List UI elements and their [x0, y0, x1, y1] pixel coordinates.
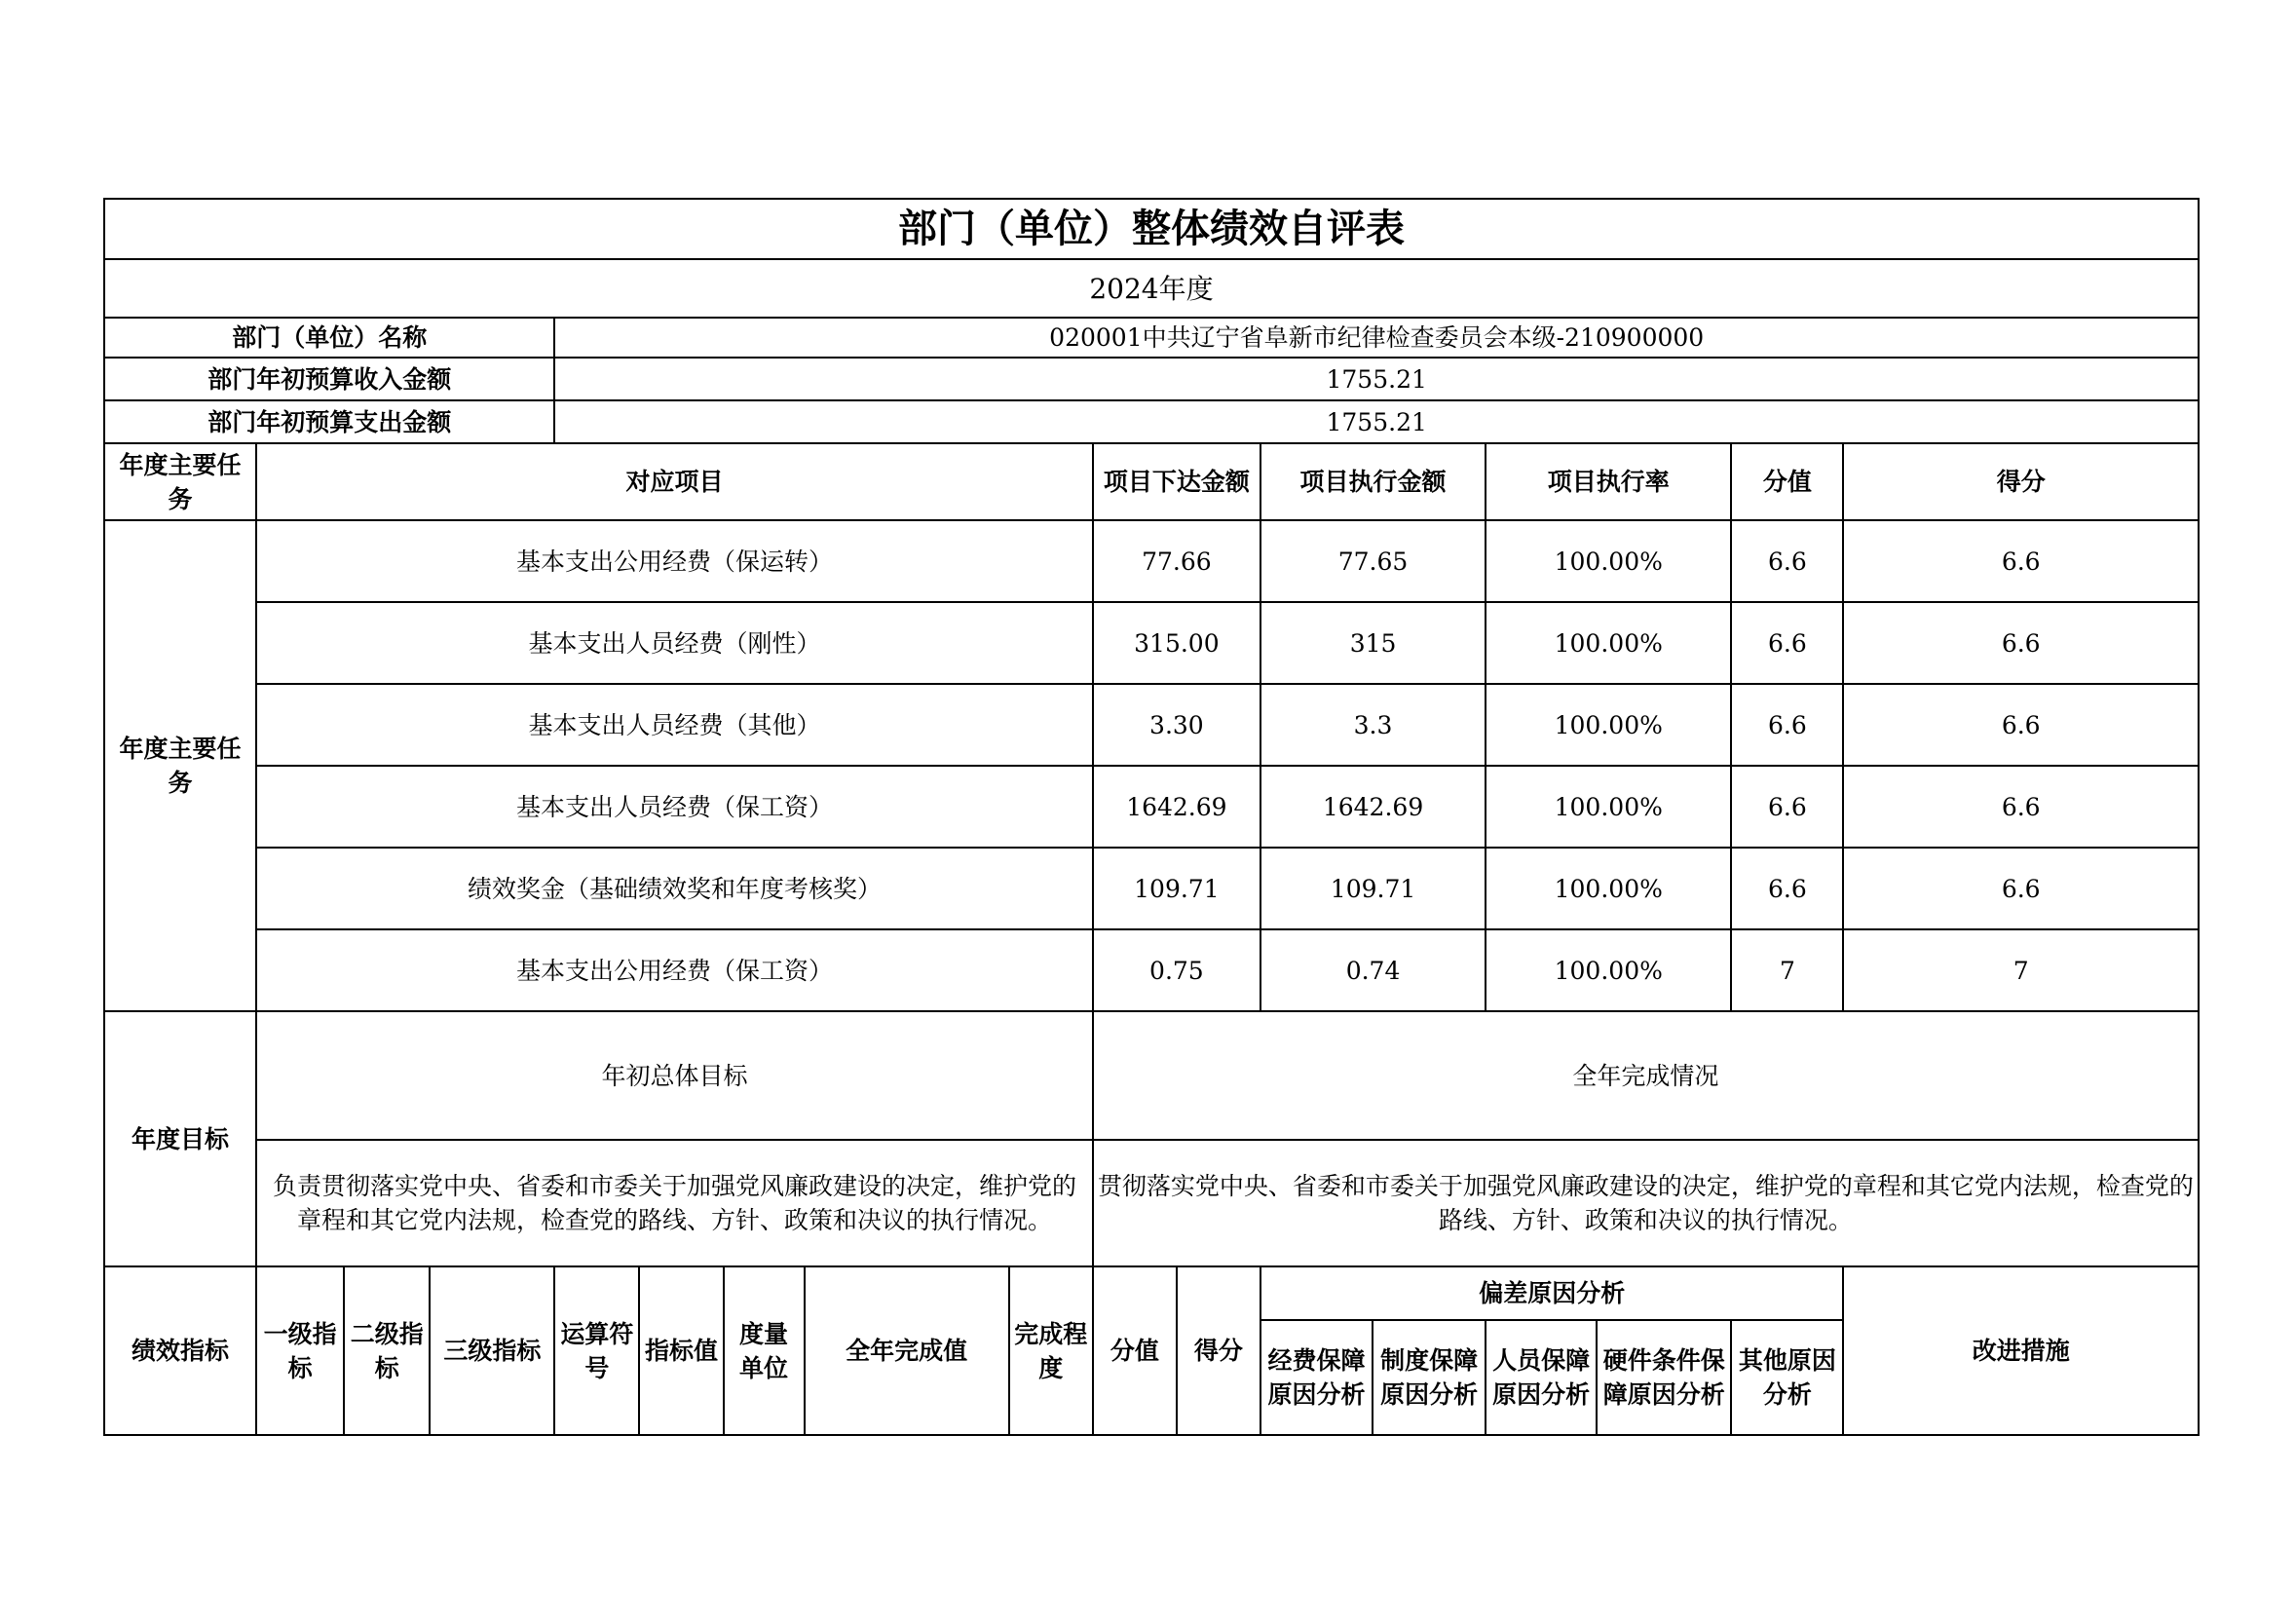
score-value: 7	[1731, 929, 1843, 1011]
execution-rate: 100.00%	[1486, 602, 1731, 684]
table-row	[104, 766, 2199, 848]
execution-rate: 100.00%	[1486, 766, 1731, 848]
deviation-analysis-header: 偏差原因分析	[1260, 1266, 1843, 1320]
issued-amount: 315.00	[1093, 602, 1260, 684]
executed-amount: 315	[1260, 602, 1486, 684]
project-name: 基本支出人员经费（其他）	[256, 684, 1093, 766]
project-header: 对应项目	[256, 443, 1093, 520]
execution-rate: 100.00%	[1486, 684, 1731, 766]
initial-goal-text: 负责贯彻落实党中央、省委和市委关于加强党风廉政建设的决定，维护党的章程和其它党内法规，检查党的路线、方针、政策和决议的执行情况。	[256, 1140, 1093, 1266]
executed-amount: 3.3	[1260, 684, 1486, 766]
executed-amount: 0.74	[1260, 929, 1486, 1011]
initial-goal-header: 年初总体目标	[256, 1011, 1093, 1140]
table-row	[104, 684, 2199, 766]
score: 6.6	[1843, 766, 2199, 848]
level1-indicator-header: 一级指标	[256, 1266, 344, 1435]
target-value-header: 指标值	[639, 1266, 723, 1435]
task-header: 年度主要任务	[104, 443, 256, 520]
issued-amount: 0.75	[1093, 929, 1260, 1011]
execution-rate: 100.00%	[1486, 929, 1731, 1011]
personnel-reason-header: 人员保障原因分析	[1486, 1320, 1597, 1435]
indicator-score-header: 得分	[1177, 1266, 1260, 1435]
execution-rate: 100.00%	[1486, 520, 1731, 602]
score: 7	[1843, 929, 2199, 1011]
completion-header: 全年完成情况	[1093, 1011, 2199, 1140]
improvement-header: 改进措施	[1843, 1266, 2199, 1435]
score: 6.6	[1843, 848, 2199, 929]
table-row	[104, 848, 2199, 929]
score-value: 6.6	[1731, 848, 1843, 929]
score-value: 6.6	[1731, 766, 1843, 848]
project-name: 基本支出公用经费（保运转）	[256, 520, 1093, 602]
annual-goal-label: 年度目标	[104, 1011, 256, 1266]
issued-amount: 109.71	[1093, 848, 1260, 929]
unit-header: 度量单位	[724, 1266, 805, 1435]
executed-amount-header: 项目执行金额	[1260, 443, 1486, 520]
score: 6.6	[1843, 520, 2199, 602]
hardware-reason-header: 硬件条件保障原因分析	[1597, 1320, 1731, 1435]
project-name: 绩效奖金（基础绩效奖和年度考核奖）	[256, 848, 1093, 929]
indicator-label: 绩效指标	[104, 1266, 256, 1435]
page-title: 部门（单位）整体绩效自评表	[104, 199, 2199, 259]
other-reason-header: 其他原因分析	[1731, 1320, 1843, 1435]
score-header: 得分	[1843, 443, 2199, 520]
score-value: 6.6	[1731, 602, 1843, 684]
executed-amount: 109.71	[1260, 848, 1486, 929]
level3-indicator-header: 三级指标	[430, 1266, 554, 1435]
funding-reason-header: 经费保障原因分析	[1260, 1320, 1373, 1435]
budget-expense-value: 1755.21	[554, 400, 2199, 443]
score-value-header: 分值	[1731, 443, 1843, 520]
issued-amount: 3.30	[1093, 684, 1260, 766]
score: 6.6	[1843, 684, 2199, 766]
annual-value-header: 全年完成值	[805, 1266, 1009, 1435]
level2-indicator-header: 二级指标	[344, 1266, 430, 1435]
performance-self-evaluation-table	[103, 198, 2200, 1436]
unit-name-value: 020001中共辽宁省阜新市纪律检查委员会本级-210900000	[554, 318, 2199, 358]
unit-name-label: 部门（单位）名称	[104, 318, 554, 358]
score-value: 6.6	[1731, 684, 1843, 766]
indicator-score-value-header: 分值	[1093, 1266, 1177, 1435]
issued-amount-header: 项目下达金额	[1093, 443, 1260, 520]
project-name: 基本支出人员经费（刚性）	[256, 602, 1093, 684]
completion-text: 贯彻落实党中央、省委和市委关于加强党风廉政建设的决定，维护党的章程和其它党内法规，检查党的路线、方针、政策和决议的执行情况。	[1093, 1140, 2199, 1266]
budget-expense-label: 部门年初预算支出金额	[104, 400, 554, 443]
project-name: 基本支出公用经费（保工资）	[256, 929, 1093, 1011]
execution-rate: 100.00%	[1486, 848, 1731, 929]
issued-amount: 1642.69	[1093, 766, 1260, 848]
task-row-label: 年度主要任务	[104, 520, 256, 1011]
table-row	[104, 520, 2199, 602]
executed-amount: 1642.69	[1260, 766, 1486, 848]
score: 6.6	[1843, 602, 2199, 684]
operator-header: 运算符号	[554, 1266, 639, 1435]
completion-degree-header: 完成程度	[1009, 1266, 1093, 1435]
score-value: 6.6	[1731, 520, 1843, 602]
table-row	[104, 602, 2199, 684]
table-row	[104, 929, 2199, 1011]
system-reason-header: 制度保障原因分析	[1373, 1320, 1486, 1435]
execution-rate-header: 项目执行率	[1486, 443, 1731, 520]
budget-income-label: 部门年初预算收入金额	[104, 358, 554, 400]
project-name: 基本支出人员经费（保工资）	[256, 766, 1093, 848]
issued-amount: 77.66	[1093, 520, 1260, 602]
executed-amount: 77.65	[1260, 520, 1486, 602]
budget-income-value: 1755.21	[554, 358, 2199, 400]
report-year: 2024年度	[104, 259, 2199, 318]
